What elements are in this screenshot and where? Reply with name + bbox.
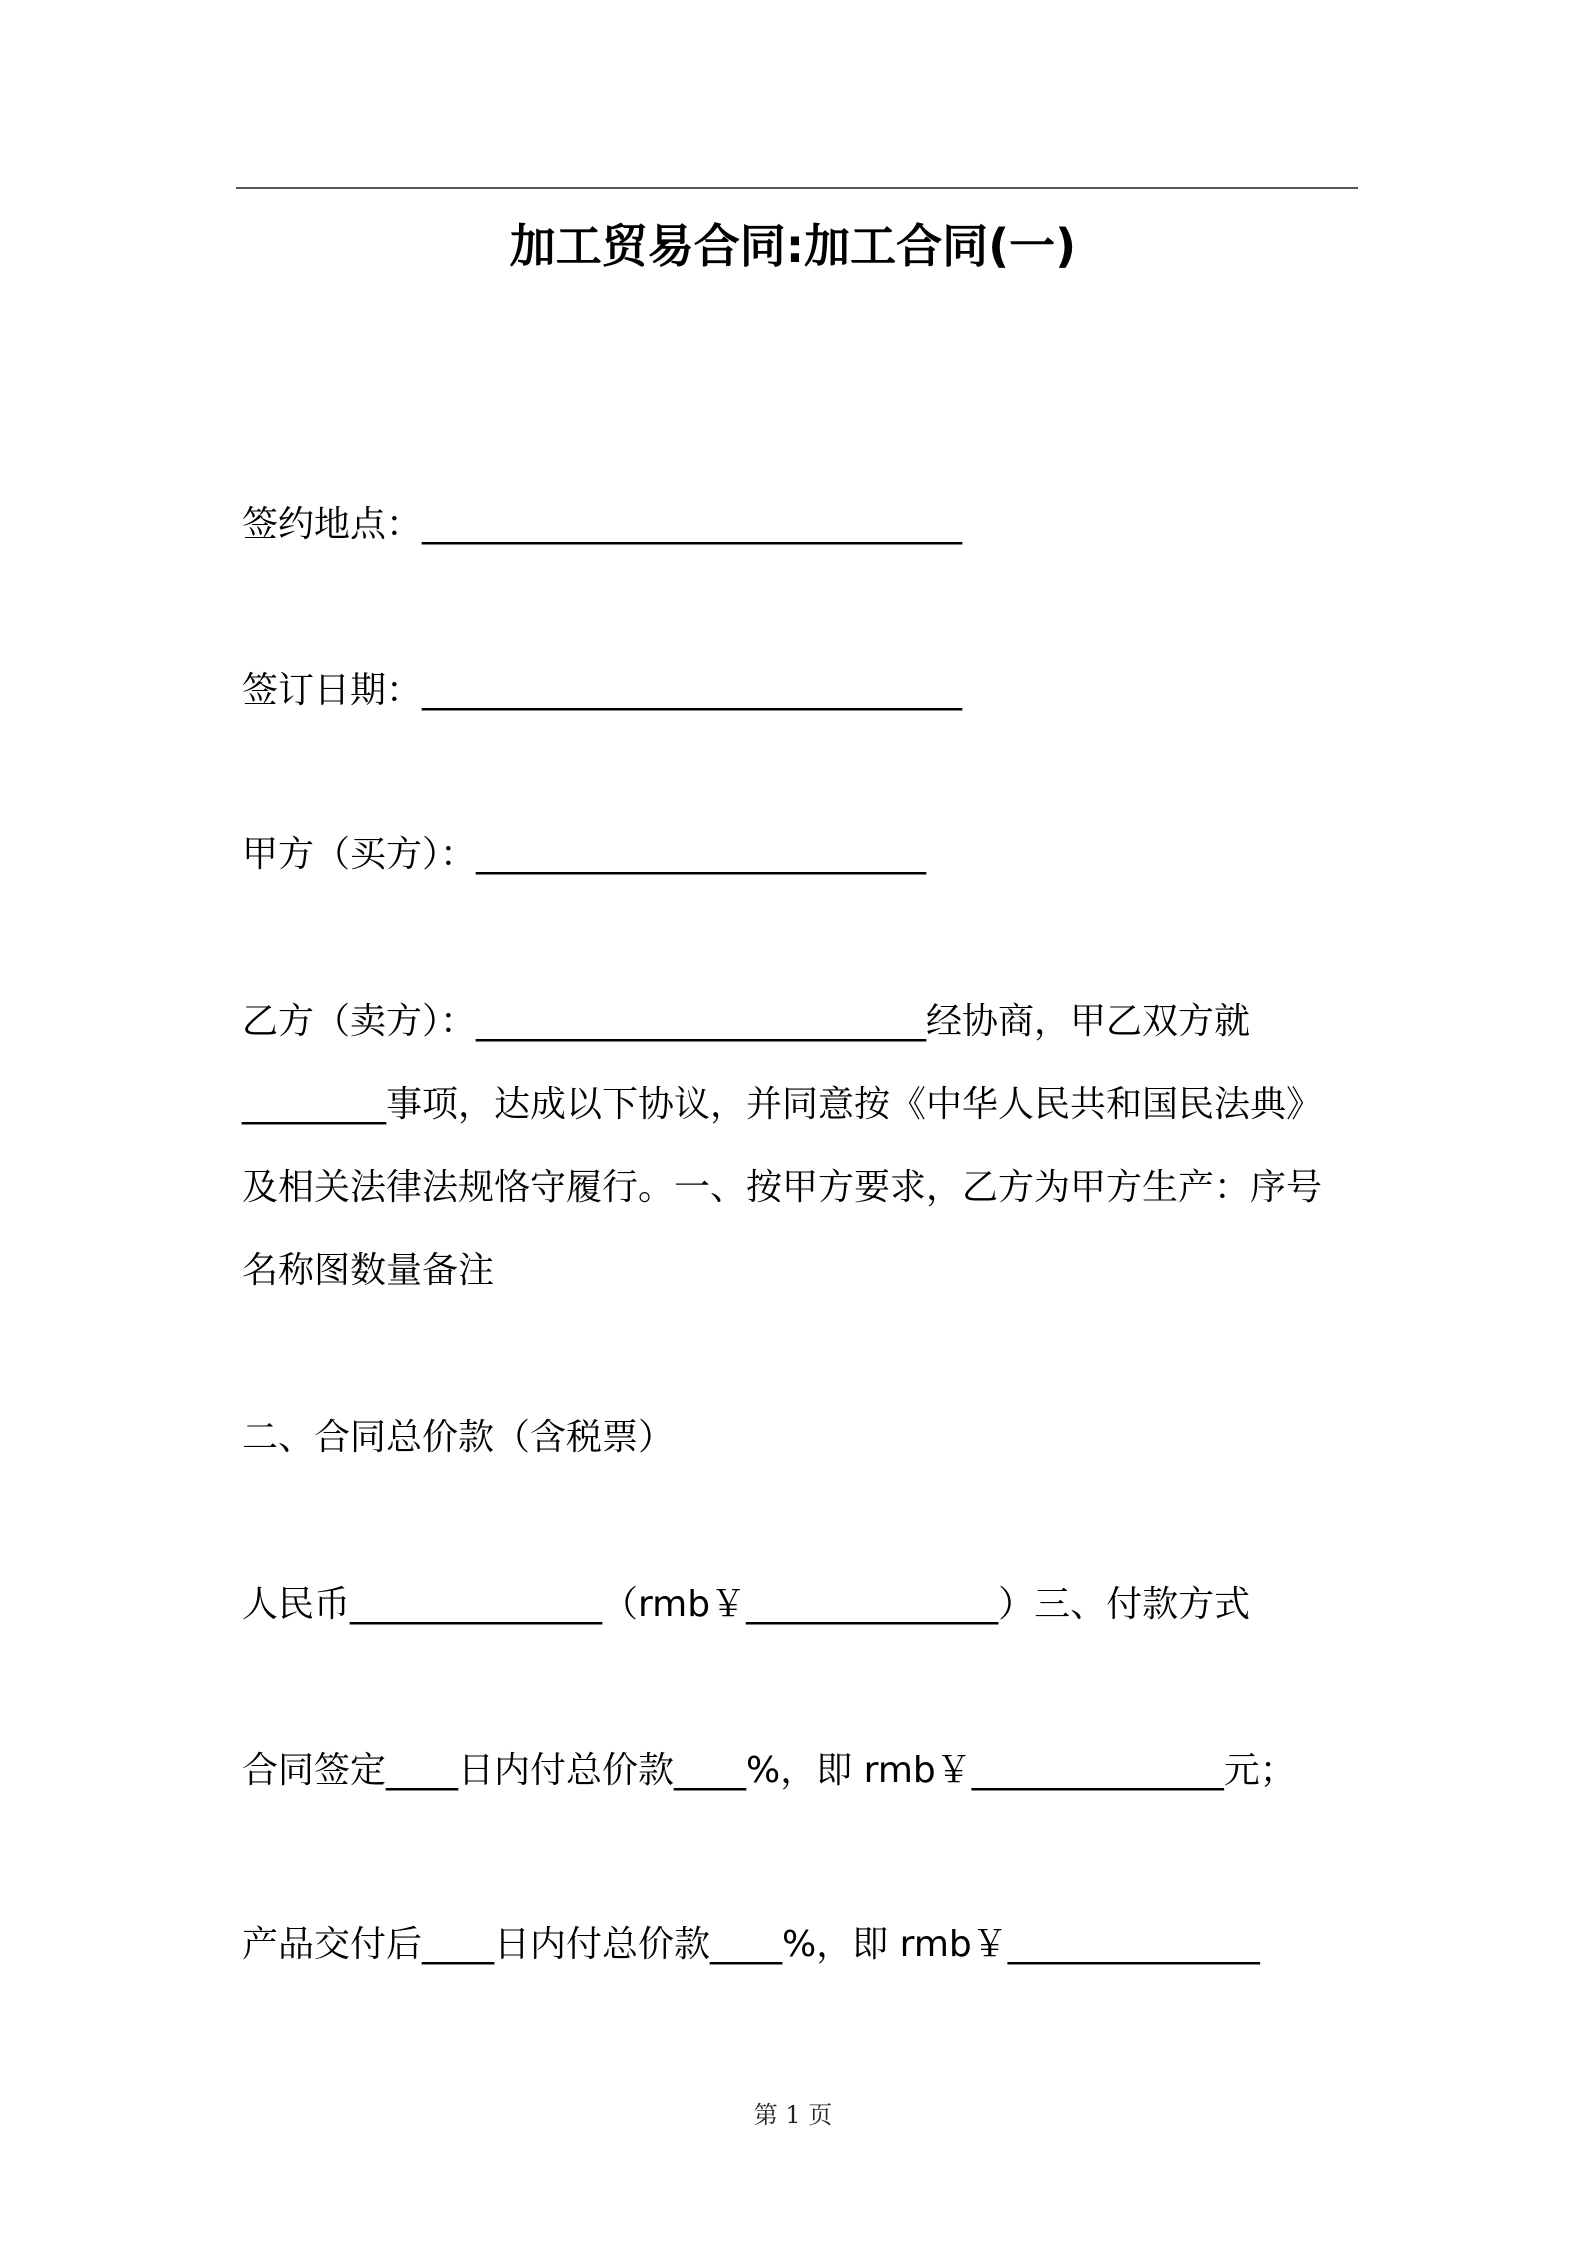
header-rule bbox=[236, 187, 1358, 189]
party-b-line: 乙方（卖方）：_________________________经协商，甲乙双方就 bbox=[242, 1001, 1251, 1042]
payment-on-delivery-line: 产品交付后____日内付总价款____%，即 rmb￥______________ bbox=[242, 1924, 1260, 1965]
section-two-heading: 二、合同总价款（含税票） bbox=[242, 1417, 675, 1458]
party-a-line: 甲方（买方）：_________________________ bbox=[242, 834, 927, 875]
signing-date-line: 签订日期：______________________________ bbox=[242, 670, 963, 711]
document-title: 加工贸易合同:加工合同(一) bbox=[509, 219, 1077, 273]
body-paragraph-line-3: 及相关法律法规恪守履行。一、按甲方要求，乙方为甲方生产：序号 bbox=[242, 1167, 1323, 1208]
signing-place-line: 签约地点：______________________________ bbox=[242, 504, 963, 545]
body-paragraph-line-4: 名称图数量备注 bbox=[242, 1250, 495, 1291]
page-number: 第 1 页 bbox=[753, 2101, 833, 2129]
total-price-line: 人民币______________（rmb￥______________）三、付款方式 bbox=[242, 1584, 1251, 1625]
body-paragraph-line-2: ________事项，达成以下协议，并同意按《中华人民共和国民法典》 bbox=[242, 1084, 1323, 1125]
payment-on-signing-line: 合同签定____日内付总价款____%，即 rmb￥______________元； bbox=[242, 1750, 1296, 1791]
